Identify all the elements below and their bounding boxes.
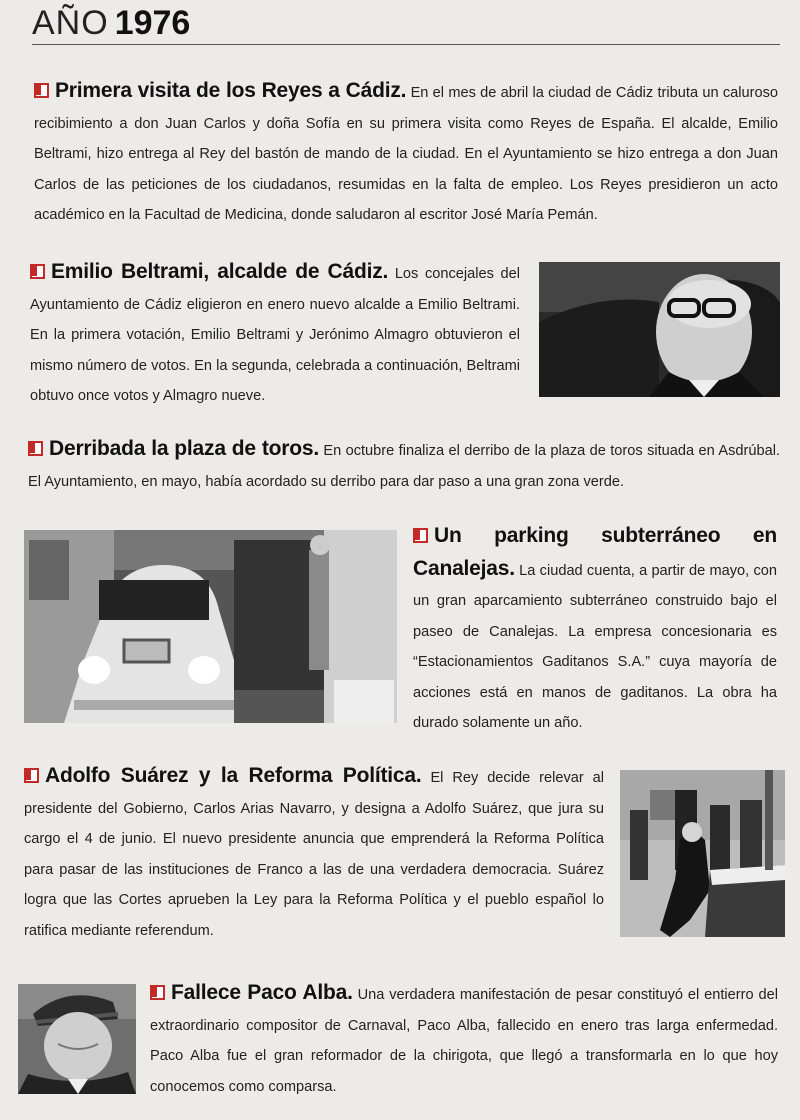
news-headline: Adolfo Suárez y la Reforma Política. bbox=[45, 764, 422, 787]
red-square-bullet-icon bbox=[24, 768, 39, 783]
news-body: La ciudad cuenta, a partir de mayo, con un gran aparcamiento subterráneo construido bajo el paseo de Canalejas. La empresa concesionaria es “Estacionamientos Gaditanos S.A.” cuya mayoría de acciones está en manos de gaditanos. La obra ha durado solamente un año. bbox=[413, 562, 777, 731]
red-square-bullet-icon bbox=[28, 441, 43, 456]
page-title bbox=[32, 4, 190, 43]
news-text bbox=[28, 434, 780, 497]
news-headline: Emilio Beltrami, alcalde de Cádiz. bbox=[51, 260, 389, 283]
parking-photo-icon bbox=[24, 530, 397, 723]
news-item-paco-alba bbox=[150, 978, 778, 1102]
portrait-photo-icon bbox=[539, 262, 780, 397]
red-square-bullet-icon bbox=[34, 83, 49, 98]
news-text bbox=[413, 521, 777, 739]
news-body: En octubre finaliza el derribo de la plaza de toros situada en Asdrúbal. El Ayuntamiento, en mayo, había acordado su derribo para dar paso a una gran zona verde. bbox=[28, 443, 780, 490]
red-square-bullet-icon bbox=[30, 264, 45, 279]
news-text bbox=[150, 978, 778, 1102]
news-item-suarez bbox=[24, 761, 604, 946]
title-year: 1976 bbox=[114, 4, 191, 42]
news-item-beltrami bbox=[30, 257, 520, 412]
news-item-bullring bbox=[28, 434, 780, 497]
ceremony-photo-icon bbox=[620, 770, 785, 937]
news-item-royal-visit bbox=[34, 76, 778, 231]
paco-alba-photo bbox=[18, 984, 136, 1094]
news-body: En el mes de abril la ciudad de Cádiz tributa un caluroso recibimiento a don Juan Carlos y doña Sofía en su primera visita como Reyes de España. El alcalde, Emilio Beltrami, hizo entrega al Rey del bastón de mando de la ciudad. En el Ayuntamiento se hizo entrega a don Juan Carlos de las peticiones de los ciudadanos, resumidas en la falta de empleo. Los Reyes presidieron un acto académico en la Facultad de Medicina, donde saludaron al escritor José María Pemán. bbox=[34, 85, 778, 223]
news-text bbox=[34, 76, 778, 231]
red-square-bullet-icon bbox=[150, 985, 165, 1000]
page-header bbox=[32, 6, 780, 45]
news-headline: Fallece Paco Alba. bbox=[171, 981, 353, 1004]
news-body: El Rey decide relevar al presidente del Gobierno, Carlos Arias Navarro, y designa a Adolfo Suárez, que jura su cargo el 4 de junio. El nuevo presidente anuncia que emprenderá la Reforma Política para pasar de las instituciones de Franco a las de una verdadera democracia. Suárez logra que las Cortes aprueben la Ley para la Reforma Política y el pueblo español lo ratifica mediante referendum. bbox=[24, 770, 604, 939]
news-text bbox=[24, 761, 604, 946]
parking-photo bbox=[24, 530, 397, 723]
news-headline: Derribada la plaza de toros. bbox=[49, 437, 319, 460]
suarez-photo bbox=[620, 770, 785, 937]
news-item-parking bbox=[413, 521, 777, 739]
portrait-photo-icon bbox=[18, 984, 136, 1094]
red-square-bullet-icon bbox=[413, 528, 428, 543]
news-headline: Un parking subterráneo en Canalejas. bbox=[413, 524, 777, 580]
news-text bbox=[30, 257, 520, 412]
news-body: Los concejales del Ayuntamiento de Cádiz eligieron en enero nuevo alcalde a Emilio Beltrami. En la primera votación, Emilio Beltrami y Jerónimo Almagro obtuvieron el mismo número de votos. En la segunda, celebrada a continuación, Beltrami obtuvo once votos y Almagro nueve. bbox=[30, 266, 520, 404]
news-headline: Primera visita de los Reyes a Cádiz. bbox=[55, 79, 407, 102]
news-body: Una verdadera manifestación de pesar constituyó el entierro del extraordinario compositor de Carnaval, Paco Alba, fallecido en enero tras larga enfermedad. Paco Alba fue el gran reformador de la chirigota, que llegó a transformarla en lo que hoy conocemos como comparsa. bbox=[150, 987, 778, 1095]
beltrami-photo bbox=[539, 262, 780, 397]
title-word: AÑO bbox=[32, 4, 109, 42]
